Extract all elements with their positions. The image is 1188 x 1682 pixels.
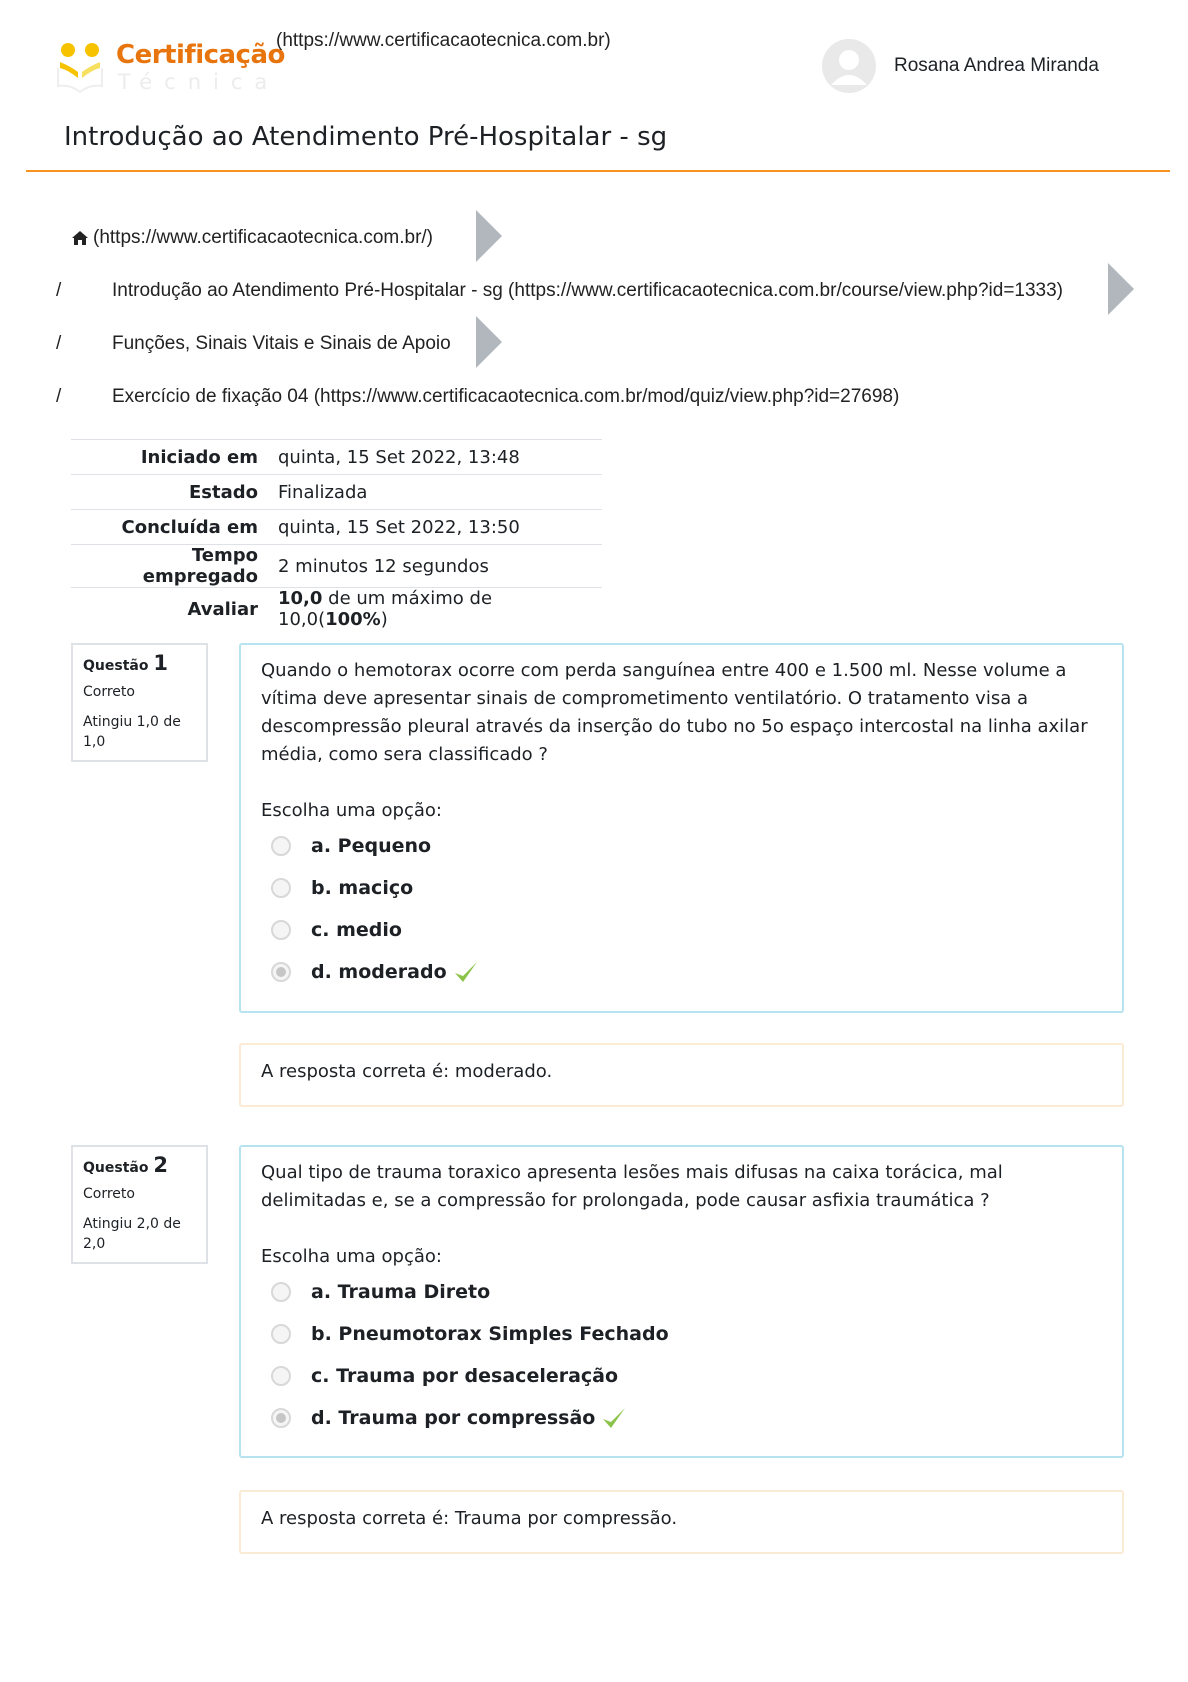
question-state: Correto [83,684,135,700]
avatar [822,39,876,93]
logo-icon [56,38,110,94]
feedback-box: A resposta correta é: Trauma por compressão. [239,1490,1124,1554]
answer-option[interactable]: b. Pneumotorax Simples Fechado [261,1313,1102,1355]
radio-button[interactable] [271,878,291,898]
correct-check-icon [601,1406,627,1430]
radio-button[interactable] [271,1324,291,1344]
grade-value: 10,0 de um máximo de 10,0(100%) [268,588,602,631]
header-divider [26,170,1170,172]
question-content [239,1145,1124,1458]
question-number: Questão 1 [83,651,168,675]
answer-prompt: Escolha uma opção: [261,800,442,821]
radio-button[interactable] [271,1366,291,1386]
breadcrumb-separator: / [56,386,62,407]
question-mark: Atingiu 2,0 de 2,0 [83,1216,181,1252]
question-info [71,643,208,762]
breadcrumb-item-course[interactable]: Introdução ao Atendimento Pré-Hospitalar - sg (https://www.certificacaotecnica.com.br/course/view.php?id=1333) [112,280,1064,301]
answer-option-selected[interactable]: d. Trauma por compressão [261,1397,1102,1439]
question-info [71,1145,208,1264]
breadcrumb-item-quiz[interactable]: Exercício de fixação 04 (https://www.certificacaotecnica.com.br/mod/quiz/view.php?id=27698) [112,386,900,407]
page-title: Introdução ao Atendimento Pré-Hospitalar - sg [64,122,668,152]
breadcrumb-arrow-icon [1108,263,1134,315]
breadcrumb-arrow-icon [476,210,502,262]
table-row: Iniciado em quinta, 15 Set 2022, 13:48 [71,440,602,475]
answer-option[interactable]: a. Pequeno [261,825,1102,867]
breadcrumb-arrow-icon [476,316,502,368]
radio-button[interactable] [271,1282,291,1302]
feedback-box: A resposta correta é: moderado. [239,1043,1124,1107]
table-row: Concluída em quinta, 15 Set 2022, 13:50 [71,510,602,545]
answer-prompt: Escolha uma opção: [261,1246,442,1267]
site-url-link[interactable]: (https://www.certificacaotecnica.com.br) [276,30,611,51]
question-text: Quando o hemotorax ocorre com perda sanguínea entre 400 e 1.500 ml. Nesse volume a vítima deve apresentar sinais de comprometimento ventilatório. O tratamento visa a descompressão pleural através da inserção do tubo no 5o espaço intercostal na linha axilar média, como sera classificado ? [261,660,1088,765]
table-row: Avaliar 10,0 de um máximo de 10,0(100%) [71,588,602,631]
radio-button-checked[interactable] [271,962,291,982]
answer-option[interactable]: c. Trauma por desaceleração [261,1355,1102,1397]
answer-option[interactable]: c. medio [261,909,1102,951]
radio-button[interactable] [271,836,291,856]
radio-button[interactable] [271,920,291,940]
user-menu[interactable] [822,38,1099,94]
correct-check-icon [453,960,479,984]
question-mark: Atingiu 1,0 de 1,0 [83,714,181,750]
breadcrumb-item-section[interactable]: Funções, Sinais Vitais e Sinais de Apoio [112,333,451,354]
breadcrumb-separator: / [56,280,62,301]
table-row: Estado Finalizada [71,475,602,510]
attempt-summary-table [71,439,602,630]
breadcrumb-separator: / [56,333,62,354]
site-logo[interactable]: Certificação Técnica [56,38,271,94]
question-text: Qual tipo de trauma toraxico apresenta lesões mais difusas na caixa torácica, mal delimitadas e, se a compressão for prolongada, pode causar asfixia traumática ? [261,1162,1003,1211]
answer-option-selected[interactable]: d. moderado [261,951,1102,993]
question-content [239,643,1124,1013]
answer-option[interactable]: b. maciço [261,867,1102,909]
radio-button-checked[interactable] [271,1408,291,1428]
table-row: Tempo empregado 2 minutos 12 segundos [71,545,602,588]
breadcrumb-item-home[interactable]: (https://www.certificacaotecnica.com.br/) [71,227,433,249]
question-number: Questão 2 [83,1153,168,1177]
user-name: Rosana Andrea Miranda [894,55,1099,76]
answer-option[interactable]: a. Trauma Direto [261,1271,1102,1313]
question-state: Correto [83,1186,135,1202]
home-icon [71,230,89,246]
